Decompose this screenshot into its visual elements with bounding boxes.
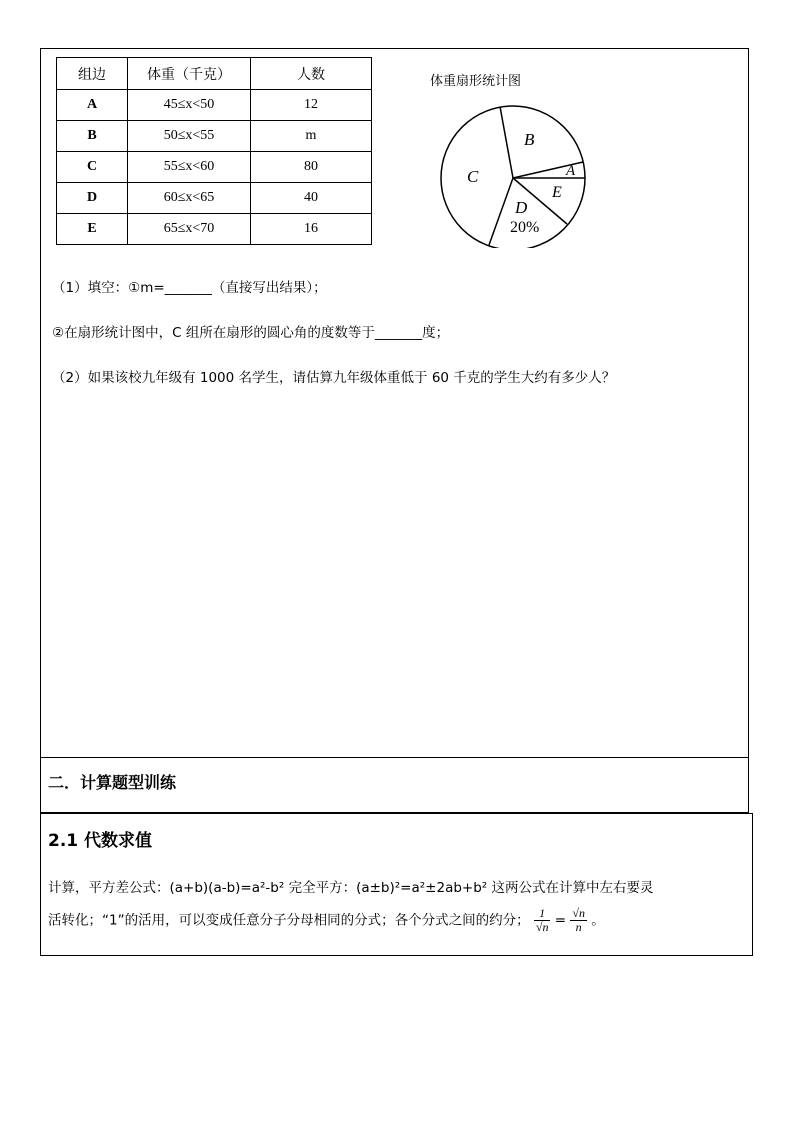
pie-chart xyxy=(440,92,590,248)
sentence-end: 。 xyxy=(591,912,605,929)
body-text-line-2 xyxy=(48,907,605,934)
table-row xyxy=(57,214,372,245)
slice-label-b: B xyxy=(524,130,535,149)
header-weight: 体重（千克） xyxy=(128,58,251,90)
cell-group: E xyxy=(57,214,128,245)
cell-range: 45≤x<50 xyxy=(128,90,251,121)
pie-divider-bc xyxy=(500,107,513,179)
table-row xyxy=(57,183,372,214)
cell-count: m xyxy=(251,121,372,152)
cell-group: B xyxy=(57,121,128,152)
cell-range: 50≤x<55 xyxy=(128,121,251,152)
body-text-line-2-text: 活转化；“1”的活用，可以变成任意分子分母相同的分式；各个分式之间的约分； xyxy=(48,912,530,929)
fraction-left-numerator: 1 xyxy=(534,907,551,921)
fraction-right-denominator: n xyxy=(575,920,582,934)
slice-label-c: C xyxy=(467,167,479,186)
cell-range: 55≤x<60 xyxy=(128,152,251,183)
table-row xyxy=(57,152,372,183)
pie-chart-title: 体重扇形统计图 xyxy=(430,74,522,89)
subsection-title: 2.1 代数求值 xyxy=(48,831,153,851)
header-group: 组边 xyxy=(57,58,128,90)
header-count: 人数 xyxy=(251,58,372,90)
cell-range: 60≤x<65 xyxy=(128,183,251,214)
section-title: 二．计算题型训练 xyxy=(48,773,177,792)
cell-count: 40 xyxy=(251,183,372,214)
question-2: （2）如果该校九年级有 1000 名学生，请估算九年级体重低于 60 千克的学生大约有多少人？ xyxy=(52,370,616,386)
body-text-line-1: 计算，平方差公式：(a+b)(a-b)=a²-b² 完全平方：(a±b)²=a²±2ab+b² 这两公式在计算中左右要灵 xyxy=(48,880,654,896)
table-row xyxy=(57,121,372,152)
slice-label-d: D xyxy=(515,198,528,217)
fraction-right-numerator: √n xyxy=(572,906,585,920)
question-1-part-2: ②在扇形统计图中，C 组所在扇形的圆心角的度数等于_______度； xyxy=(52,325,450,341)
fraction-right xyxy=(570,907,587,934)
cell-group: A xyxy=(57,90,128,121)
cell-count: 80 xyxy=(251,152,372,183)
equals-sign: = xyxy=(554,912,567,929)
slice-label-a: A xyxy=(566,163,576,179)
cell-range: 65≤x<70 xyxy=(128,214,251,245)
cell-group: C xyxy=(57,152,128,183)
fraction-left-denominator: √n xyxy=(535,920,549,934)
cell-count: 12 xyxy=(251,90,372,121)
cell-count: 16 xyxy=(251,214,372,245)
weight-table xyxy=(56,57,372,245)
cell-group: D xyxy=(57,183,128,214)
fraction-left xyxy=(534,907,551,934)
table-row xyxy=(57,90,372,121)
table-header-row xyxy=(57,58,372,90)
slice-label-e: E xyxy=(552,184,562,201)
slice-label-d-percent: 20% xyxy=(510,219,540,236)
question-1: （1）填空：①m=_______（直接写出结果）； xyxy=(52,280,327,296)
